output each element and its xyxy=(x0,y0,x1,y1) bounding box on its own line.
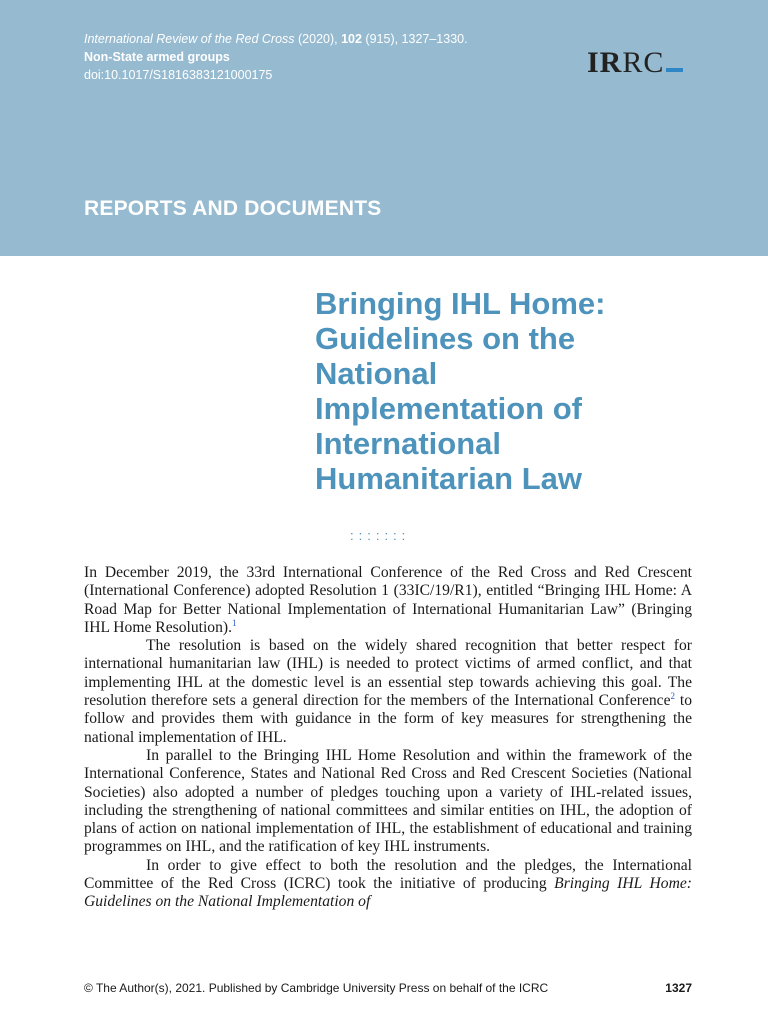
issue-section: Non-State armed groups xyxy=(84,50,230,64)
page-footer xyxy=(84,980,692,996)
paragraph-3: In parallel to the Bringing IHL Home Resolution and within the framework of the International Conference, States and National Red Cross and Red Crescent Societies (National Societies) also adopted a number of pledges touching upon a variety of IHL-related issues, including the strengthening of national committees and similar entities on IHL, the adoption of plans of action on national implementation of IHL, the establishment of educational and training programmes on IHL, and the ratification of key IHL instruments. xyxy=(84,746,692,856)
citation-line xyxy=(84,30,468,48)
paragraph-1 xyxy=(84,564,692,637)
journal-name: International Review of the Red Cross xyxy=(84,32,295,46)
irrc-logo xyxy=(587,46,683,80)
citation-block xyxy=(84,30,468,84)
title-line: International xyxy=(315,426,502,461)
article-body xyxy=(84,564,692,912)
doi[interactable]: doi:10.1017/S1816383121000175 xyxy=(84,68,273,82)
separator-dots: ::::::: xyxy=(350,528,411,543)
logo-underscore-bar xyxy=(666,68,683,72)
title-line: Bringing IHL Home: xyxy=(315,286,606,321)
header-band xyxy=(0,0,768,256)
title-line: Humanitarian Law xyxy=(315,461,582,496)
footnote-ref-1[interactable]: 1 xyxy=(231,617,237,628)
italic-title-text: Bringing IHL Home: Guidelines on the National Implementation of xyxy=(84,875,692,911)
citation-year: (2020), xyxy=(294,32,342,46)
page-number: 1327 xyxy=(665,981,692,995)
footnote-ref-2[interactable]: 2 xyxy=(670,690,676,701)
paragraph-text: In December 2019, the 33rd International Conference of the Red Cross and Red Crescent (International Conference) adopted Resolution 1 (33IC/19/R1), entitled “Bringing IHL Home: A Road Map for Better National Implementation of International Humanitarian Law” (Bringing IHL Home Resolution). xyxy=(84,564,692,636)
title-line: Implementation of xyxy=(315,391,582,426)
article-title xyxy=(315,286,715,496)
logo-text: RC xyxy=(622,46,665,79)
logo-bold-text: IR xyxy=(587,46,623,79)
section-heading: REPORTS AND DOCUMENTS xyxy=(84,197,382,220)
paragraph-text: In order to give effect to both the resolution and the pledges, the International Committee of the Red Cross (ICRC) took the initiative of producing xyxy=(84,856,692,893)
paragraph-2 xyxy=(84,637,692,747)
paragraph-4 xyxy=(84,857,692,912)
copyright-notice: © The Author(s), 2021. Published by Cambridge University Press on behalf of the ICRC xyxy=(84,981,549,995)
title-line: National xyxy=(315,356,438,391)
title-line: Guidelines on the xyxy=(315,321,576,356)
paragraph-text: to follow and provides them with guidance in the form of key measures for strengthening the national implementation of IHL. xyxy=(84,692,693,746)
citation-issue: (915), 1327–1330. xyxy=(361,32,468,46)
citation-volume: 102 xyxy=(341,32,362,46)
paragraph-text: The resolution is based on the widely shared recognition that better respect for international humanitarian law (IHL) is needed to protect victims of armed conflict, and that implementing IHL at the domestic level is an essential step towards achieving this goal. The resolution therefore sets a general direction for the members of the International Conference xyxy=(84,637,692,710)
